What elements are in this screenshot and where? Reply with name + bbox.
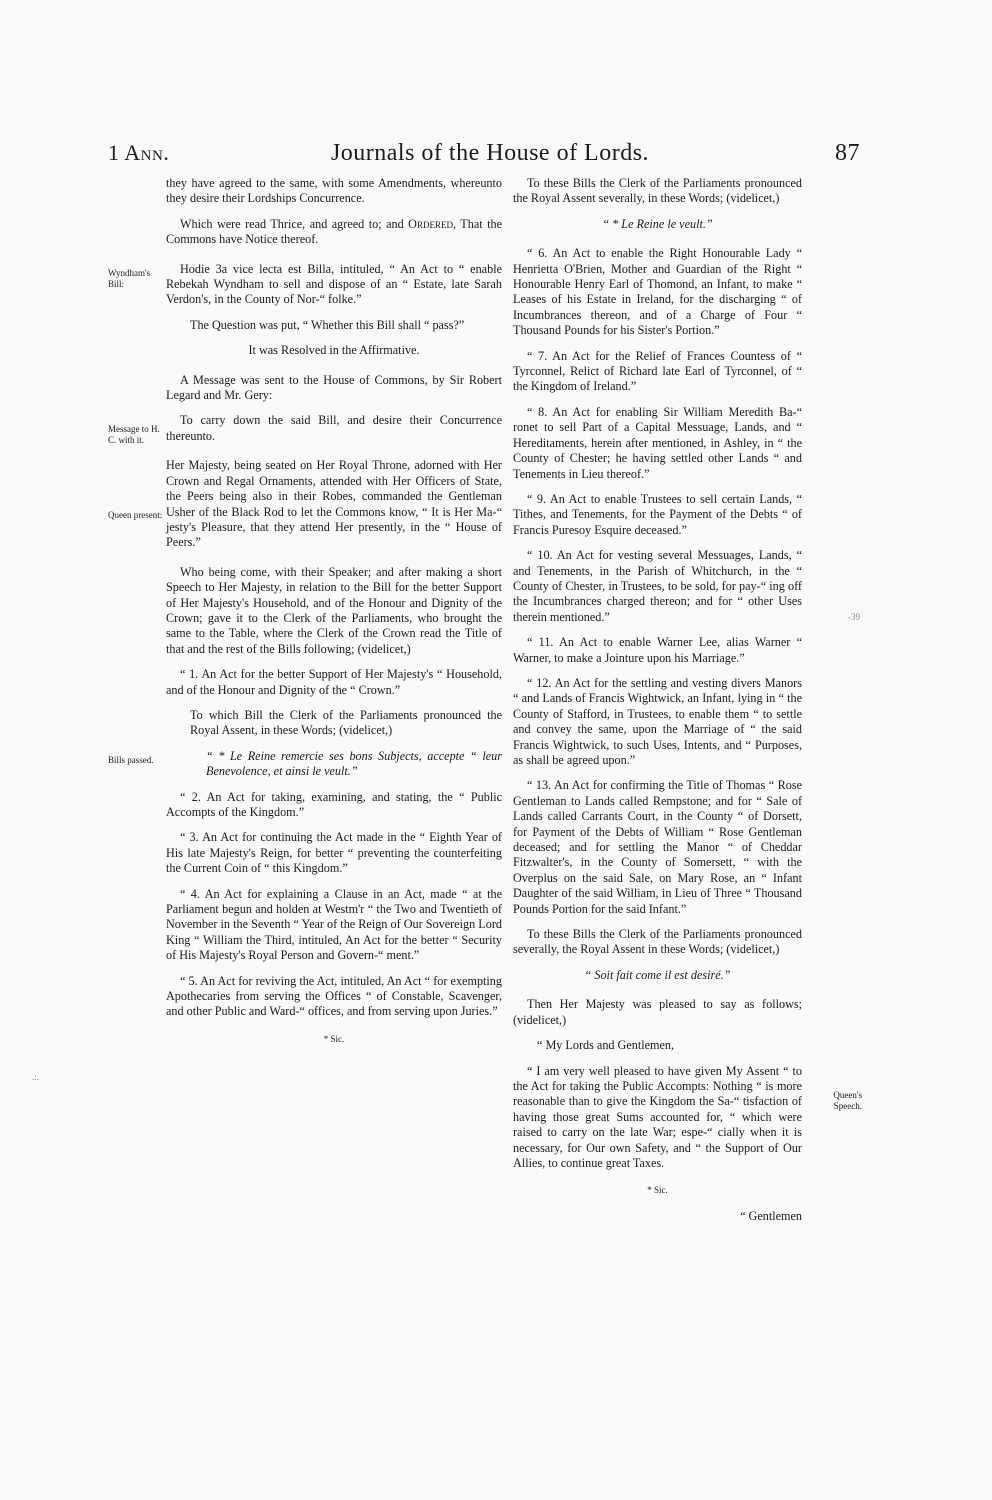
assent-words: “ Soit fait come il est desiré.” [584, 967, 731, 982]
bill-entry: “ 4. An Act for explaining a Clause in an Act, made “ at the Parliament begun and holden at Westm'r “ the Two and Twentieth of November in the Seventh “ Year of the Reign of Our Sovereign Lord King “ William the Third, intituled, An Act for the better “ Security of His Majesty's Royal Person and Govern-“ ment.” [166, 886, 502, 963]
royal-assent-formula: To which Bill the Clerk of the Parliaments pronounced the Royal Assent, in these Words; (videlicet,) [190, 707, 502, 738]
left-column [166, 176, 502, 1057]
running-head-regnal-year: 1 Ann. [108, 140, 170, 165]
margin-note-message: Message to H. C. with it. [108, 424, 160, 445]
queen-present-entry: Her Majesty, being seated on Her Royal Throne, adorned with Her Crown and Regal Ornaments, attended with Her Officers of State, the Peers being also in their Robes, commanded the Gentleman Usher of the Black Rod to let the Commons know, “ It is Her Ma-“ jesty's Pleasure, that they attend Her presently, in the “ House of Peers.” [166, 458, 502, 550]
who-being-come-entry: Who being come, with their Speaker; and after making a short Speech to Her Majesty, in relation to the Bill for the better Support of Her Majesty's Household, and of the Honour and Dignity of the Crown; gave it to the Clerk of the Parliaments, who brought the same to the Table, where the Clerk of the Crown read the Title of that and the rest of the Bills following; (videlicet,) [166, 564, 502, 656]
ordered-keyword: Ordered [408, 216, 453, 231]
bill-entry: “ 13. An Act for confirming the Title of Thomas “ Rose Gentleman to Lands called Rempstone; and for “ Sale of Lands called Carrants Court, in the County “ of Dorsett, for Payment of the Debts of William “ Rose Gentleman deceased; and for settling the Manor “ of Cheddar Fitzwalter's, in the County of Somersett, “ with the Overplus on the said Sale, on Mary Rose, an “ Infant Daughter of the said William, in Lieu of Three “ Thousand Pounds Portion for the said Infant.” [513, 778, 802, 916]
speech-text: “ I am very well pleased to have given My Assent “ to the Act for taking the Public Accompts: Nothing “ is more reasonable than to give the Kingdom the Sa-“ tisfaction of having those great Sums accounted for, “ which were raised to carry on the late War; espe-“ cially when it is necessary, for Our own Safety, and “ the Support of Our Allies, to continue great Taxes. [513, 1063, 802, 1170]
right-column [513, 176, 802, 1234]
bill-entry: “ 2. An Act for taking, examining, and stating, the “ Public Accompts of the Kingdom.” [166, 789, 502, 819]
bill-entry: “ 6. An Act to enable the Right Honourable Lady “ Henrietta O'Brien, Mother and Guardian of the Right “ Honourable Henry Earl of Thomond, an Infant, to make “ Leases of his Estate in Ireland, for the discharging “ of Incumbrances thereon, and of a Charge of Four “ Thousand Pounds for his Sister's Portion.” [513, 246, 802, 338]
wyndham-bill-entry: Hodie 3a vice lecta est Billa, intituled, “ An Act to “ enable Rebekah Wyndham to sell and dispose of an “ Estate, late Sarah Verdon's, in the County of Nor-“ folke.” [166, 261, 502, 307]
stray-mark: .:. [32, 1072, 40, 1082]
bill-entry: “ 9. An Act to enable Trustees to sell certain Lands, “ Tithes, and Tenements, for the Payment of the Debts “ of Francis Puresoy Esquire deceased.” [513, 491, 802, 537]
assent-words: “ * Le Reine remercie ses bons Subjects, accepte “ leur Benevolence, et ainsi le veult.” [206, 748, 502, 779]
resolved-entry: It was Resolved in the Affirmative. [248, 343, 420, 358]
bill-entry: “ 3. An Act for continuing the Act made in the “ Eighth Year of His late Majesty's Reign, for better “ preventing the counterfeiting the Current Coin of “ this Kingdom.” [166, 830, 502, 876]
bill-entry: “ 5. An Act for reviving the Act, intituled, An Act “ for exempting Apothecaries from serving the Offices “ of Constable, Scavenger, and other Public and Ward-“ offices, and from serving upon Juries.” [166, 973, 502, 1019]
footnote: * Sic. [647, 1185, 668, 1196]
question-entry: The Question was put, “ Whether this Bill shall “ pass?” [190, 317, 465, 332]
margin-note-wyndham: Wyndham's Bill: [108, 268, 151, 289]
royal-assent-formula: To these Bills the Clerk of the Parliaments pronounced severally, the Royal Assent in these Words; (videlicet,) [513, 927, 802, 957]
bill-entry: “ 11. An Act to enable Warner Lee, alias Warner “ Warner, to make a Jointure upon his Marriage.” [513, 635, 802, 665]
paragraph [166, 217, 502, 248]
bill-entry: “ 8. An Act for enabling Sir William Meredith Ba-“ ronet to sell Part of a Capital Messuage, Lands, and “ Hereditaments, herein after mentioned, in Ashley, in “ the County of Chester; he having settled other Lands “ and Tenements in Lieu thereof.” [513, 404, 802, 481]
then-majesty-entry: Then Her Majesty was pleased to say as follows; (videlicet,) [513, 997, 802, 1027]
running-head-title: Journals of the House of Lords. [330, 140, 650, 166]
bill-entry: “ 7. An Act for the Relief of Frances Countess of “ Tyrconnel, Relict of Richard late Earl of Tyrconnel, of “ the Kingdom of Ireland.” [513, 348, 802, 394]
bill-entry: “ 1. An Act for the better Support of Her Majesty's “ Household, and of the Honour and Dignity of the “ Crown.” [166, 667, 502, 697]
message-entry: A Message was sent to the House of Commons, by Sir Robert Legard and Mr. Gery: [166, 372, 502, 403]
assent-words: “ * Le Reine le veult.” [602, 216, 713, 231]
paragraph: they have agreed to the same, with some Amendments, whereunto they desire their Lordships Concurrence. [166, 176, 502, 206]
text: , That the Commons have Notice thereof. [166, 216, 502, 247]
stray-mark: -39 [848, 612, 860, 622]
footnote: * Sic. [323, 1033, 345, 1044]
carry-down-entry: To carry down the said Bill, and desire their Concurrence thereunto. [166, 413, 502, 443]
bill-entry: “ 10. An Act for vesting several Messuages, Lands, “ and Tenements, in the Parish of Whitchurch, in the “ County of Chester, in Trustees, to be sold, for pay-“ ing off the Incumbrances charged thereon; and for “ other Uses therein mentioned.” [513, 548, 802, 624]
margin-note-queens-speech: Queen's Speech. [833, 1090, 862, 1111]
margin-note-bills-passed: Bills passed. [108, 755, 154, 765]
text: Which were read Thrice, and agreed to; and [180, 216, 409, 231]
speech-salutation: “ My Lords and Gentlemen, [537, 1038, 675, 1053]
margin-note-queen-present: Queen present: [108, 510, 163, 520]
royal-assent-formula: To these Bills the Clerk of the Parliaments pronounced the Royal Assent severally, in these Words; (videlicet,) [513, 176, 802, 206]
page-number: 87 [835, 140, 860, 166]
bill-entry: “ 12. An Act for the settling and vesting divers Manors “ and Lands of Francis Wightwick, an Infant, lying in “ the County of Stafford, in Trustees, to enable them “ to settle and convey the same, upon the Marriage of “ the said Francis Wightwick, to such Uses, Intents, and “ Purposes, as shall be agreed upon.” [513, 675, 802, 767]
catchword: “ Gentlemen [740, 1208, 802, 1223]
